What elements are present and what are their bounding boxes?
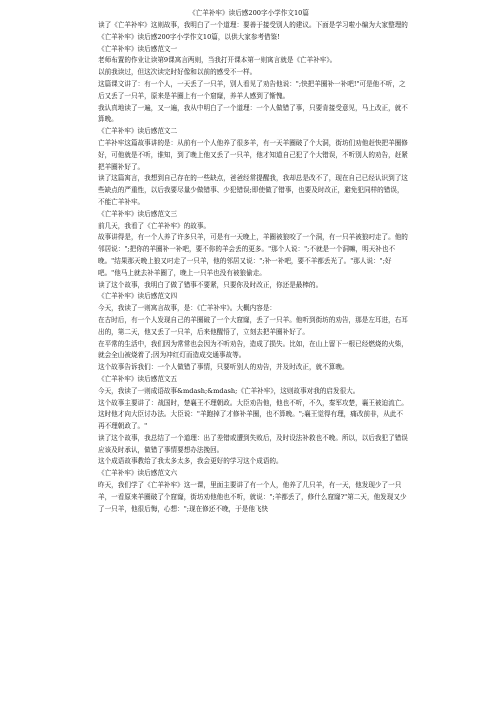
essay-paragraph: 读了这篇寓言，我想到自己存在的一些缺点，爸爸经常提醒我，我却总是改不了，现在自己已经认识到了这些缺点的严重性，以后我要尽量少做错事、少犯错误;即使做了错事，也要及时改正，避免犯同样的错误，不能亡羊补牢。 bbox=[98, 174, 408, 206]
essay-2 bbox=[90, 126, 408, 209]
essay-paragraph: 前几天，我看了《亡羊补牢》的故事。 bbox=[98, 221, 211, 230]
intro-paragraph: 读了《亡羊补牢》这则故事，我明白了一个道理：要善于接受别人的建议。下面是学习啦小编为大家整理的《亡羊补牢》读后感200字小学作文10篇，以供大家参考借鉴! bbox=[98, 21, 408, 41]
essay-heading: 《亡羊补牢》读后感范文六 bbox=[98, 469, 178, 478]
essay-heading: 《亡羊补牢》读后感范文三 bbox=[98, 209, 178, 218]
essay-paragraph: 这个故事主要讲了：战国时，楚襄王不理朝政。大臣劝告他，他也不听，不久，秦军攻楚，襄王被迫流亡。这时他才向大臣讨办法。大臣说："羊跑掉了才修补羊圈，也不算晚。";襄王觉得有理，痛改前非，从此不再不理朝政了。" bbox=[98, 398, 408, 431]
essay-heading: 《亡羊补牢》读后感范文二 bbox=[98, 127, 178, 136]
essay-paragraph: 今天，我读了一则成语故事&mdash;&mdash;《亡羊补牢》，这则故事对我的启发很大。 bbox=[98, 386, 360, 395]
essay-paragraph: 今天，我读了一则寓言故事，是：《亡羊补牢》。大概内容是： bbox=[98, 304, 277, 313]
essay-paragraph: 在平常的生活中，我们因为常常也会因为不听劝告，造成了损失。比如，在山上留下一根已经燃烧的火柴，就会全山被烧着了;因为冲红灯而造成交通事故等。 bbox=[98, 339, 408, 360]
document-page bbox=[90, 0, 408, 702]
essay-paragraph: 读了这个故事，我总结了一个道理：出了差错或遭到失败后，及时设法补救也不晚。所以，以后我犯了错误应该及时承认，做错了事情要想办法挽回。 bbox=[98, 433, 408, 454]
essay-1 bbox=[90, 44, 408, 127]
essay-heading: 《亡羊补牢》读后感范文四 bbox=[98, 292, 178, 301]
essay-paragraph: 亡羊补牢这篇故事讲的是：从前有一个人他养了很多羊，有一天羊圈破了个大洞，街坊们劝他赶快把羊圈修好，可他就是不听，谁知，到了晚上他又丢了一只羊，他才知道自己犯了个大错误，不听别人的劝告，赶紧把羊圈补好了。 bbox=[98, 138, 408, 171]
essay-paragraph: 这个成语故事教给了我太多太多，我会更好的学习这个成语的。 bbox=[98, 457, 283, 466]
essay-paragraph: 读了这个故事，我明白了做了错事不要紧，只要你及时改正，你还是最棒的。 bbox=[98, 280, 323, 289]
essay-paragraph: 在古时后，有一个人发现自己的羊圈破了一个大窟窿，丢了一只羊。他听到街坊的劝告，那是左耳进，右耳出的，第二天，他又丢了一只羊，后来他醒悟了，立刻去把羊圈补好了。 bbox=[98, 315, 408, 336]
essay-paragraph: 这个故事告诉我们：一个人做错了事情，只要听别人的劝告，并及时改正，就不算晚。 bbox=[98, 363, 349, 372]
essay-4 bbox=[90, 291, 408, 374]
essay-paragraph: 这篇课文讲了：有一个人，一天丢了一只羊，别人看见了劝告他说：";快把羊圈补一补吧!"可是他不听，之后又丢了一只羊，原来是羊圈上有一个窟窿，养羊人感到了惭愧。 bbox=[98, 79, 406, 100]
document-title: 《亡羊补牢》读后感200字小学作文10篇 bbox=[189, 9, 309, 17]
essay-6 bbox=[90, 468, 408, 515]
essay-heading: 《亡羊补牢》读后感范文五 bbox=[98, 374, 178, 383]
essay-paragraph: 以前我读过，但这次读完时好像和以前的感受不一样。 bbox=[98, 68, 257, 77]
essay-heading: 《亡羊补牢》读后感范文一 bbox=[98, 44, 178, 53]
essay-5 bbox=[90, 374, 408, 468]
essay-paragraph: 老师布置的作业让读第9课寓言两则，当我打开课本第一则寓言就是《亡羊补牢》。 bbox=[98, 56, 337, 65]
essay-paragraph: 我认真地读了一遍，又一遍，我从中明白了一个道理：一个人做错了事，只要肯接受意见，马上改正，就不算晚。 bbox=[98, 103, 408, 124]
essay-paragraph: 昨天，我们学了《亡羊补牢》这一课，里面主要讲了有一个人，他养了几只羊，有一天，他发现少了一只羊，一看原来羊圈破了个窟窿，街坊劝他他也不听，就说：";羊都丢了，修什么窟窿?"第二天，他发现又少了一只羊，他很后悔，心想：";现在修还不晚，于是他飞快 bbox=[98, 481, 407, 513]
essay-3 bbox=[90, 209, 408, 292]
essay-paragraph: 故事讲得是，有一个人养了许多只羊，可是有一天晚上，羊圈被狼咬了一个洞，有一只羊被狼叼走了。他的邻居说：";把你的羊圈补一补吧，要不你的羊会丢的更多。"那个人说：";不就是一个洞嘛，明天补也不晚。"结果那天晚上狼又叼走了一只羊，他的邻居又说：";补一补吧，要不羊都丢光了。"那人说：";好吧。"他马上就去补羊圈了，晚上一只羊也没有被狼偷走。 bbox=[98, 233, 408, 277]
